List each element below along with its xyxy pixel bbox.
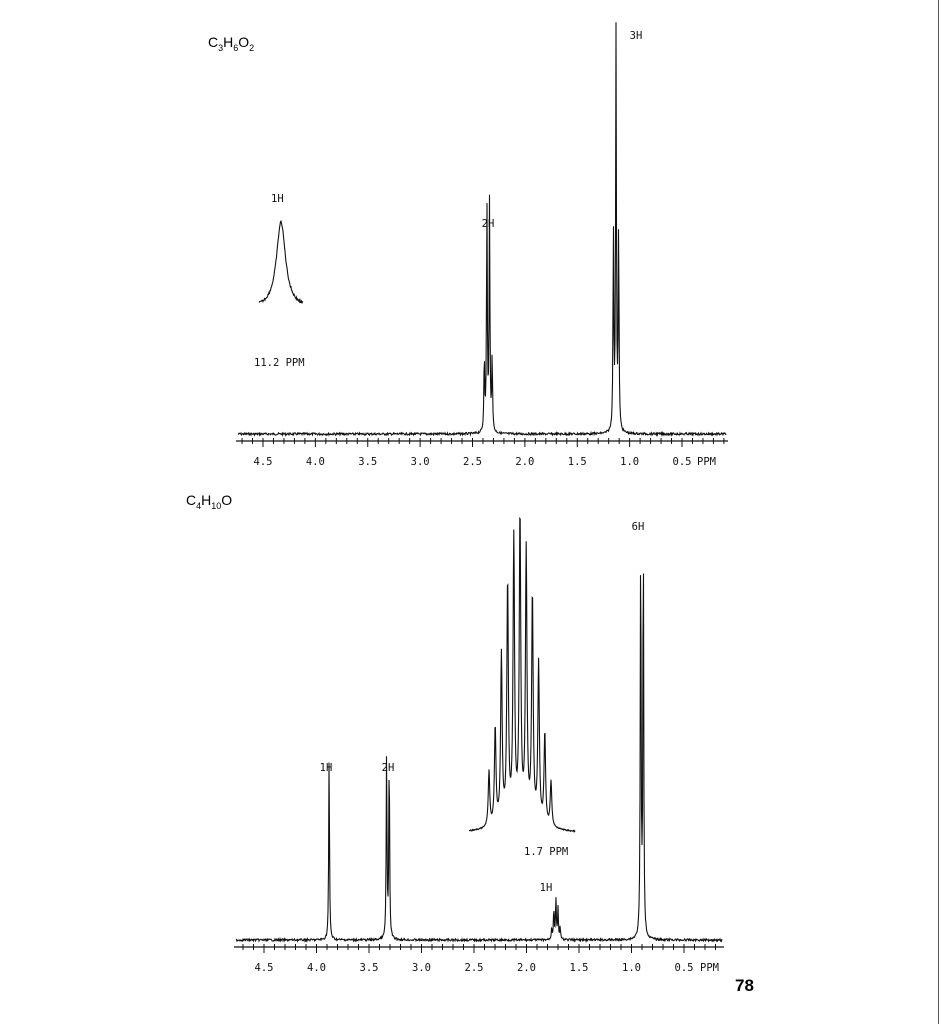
x-tick-label: 3.0 xyxy=(410,456,430,468)
page-number: 78 xyxy=(735,976,754,995)
x-tick-label: 2.0 xyxy=(515,456,535,468)
formula-part: H xyxy=(201,492,212,508)
x-tick-label: 0.5 xyxy=(674,962,694,974)
formula-part: C xyxy=(208,34,219,50)
peak-integration-label: 6H xyxy=(631,521,645,533)
inset-integration-label: 1H xyxy=(271,193,284,205)
formula-part: H xyxy=(223,34,234,50)
peak-integration-label: 3H xyxy=(629,30,643,42)
x-tick-label: 2.0 xyxy=(517,962,536,974)
formula-part: O xyxy=(221,492,233,508)
formula-subscript: 3 xyxy=(218,42,224,53)
spectrum-2-trace xyxy=(236,574,722,942)
inset-shift-label: 11.2 PPM xyxy=(254,357,305,369)
x-tick-label: 1.0 xyxy=(622,962,641,974)
inset-trace xyxy=(469,519,575,832)
peak-integration-label: 1H xyxy=(319,762,333,774)
formula-part: O xyxy=(238,34,250,50)
inset-trace xyxy=(259,221,303,303)
x-tick-label: 2.5 xyxy=(463,456,482,468)
x-tick-label: 0.5 xyxy=(672,456,692,468)
x-axis-unit: PPM xyxy=(700,962,719,974)
formula-subscript: 10 xyxy=(211,500,222,511)
x-tick-label: 3.5 xyxy=(359,962,379,974)
x-tick-label: 4.0 xyxy=(307,962,326,974)
x-tick-label: 2.5 xyxy=(464,962,484,974)
x-tick-label: 1.5 xyxy=(569,962,589,974)
inset-shift-label: 1.7 PPM xyxy=(524,846,569,858)
x-tick-label: 4.5 xyxy=(253,456,273,468)
x-tick-label: 4.5 xyxy=(254,962,274,974)
formula-subscript: 6 xyxy=(233,42,239,53)
peak-integration-label: 2H xyxy=(381,762,395,774)
formula-subscript: 2 xyxy=(249,42,255,53)
x-tick-label: 3.0 xyxy=(412,962,431,974)
x-tick-label: 3.5 xyxy=(358,456,378,468)
x-tick-label: 1.5 xyxy=(567,456,587,468)
peak-integration-label: 1H xyxy=(539,882,553,894)
x-tick-label: 4.0 xyxy=(305,456,325,468)
peak-integration-label: 2H xyxy=(481,218,495,230)
formula-subscript: 4 xyxy=(196,500,202,511)
x-axis-unit: PPM xyxy=(697,456,716,468)
formula-part: C xyxy=(186,492,197,508)
x-tick-label: 1.0 xyxy=(620,456,640,468)
